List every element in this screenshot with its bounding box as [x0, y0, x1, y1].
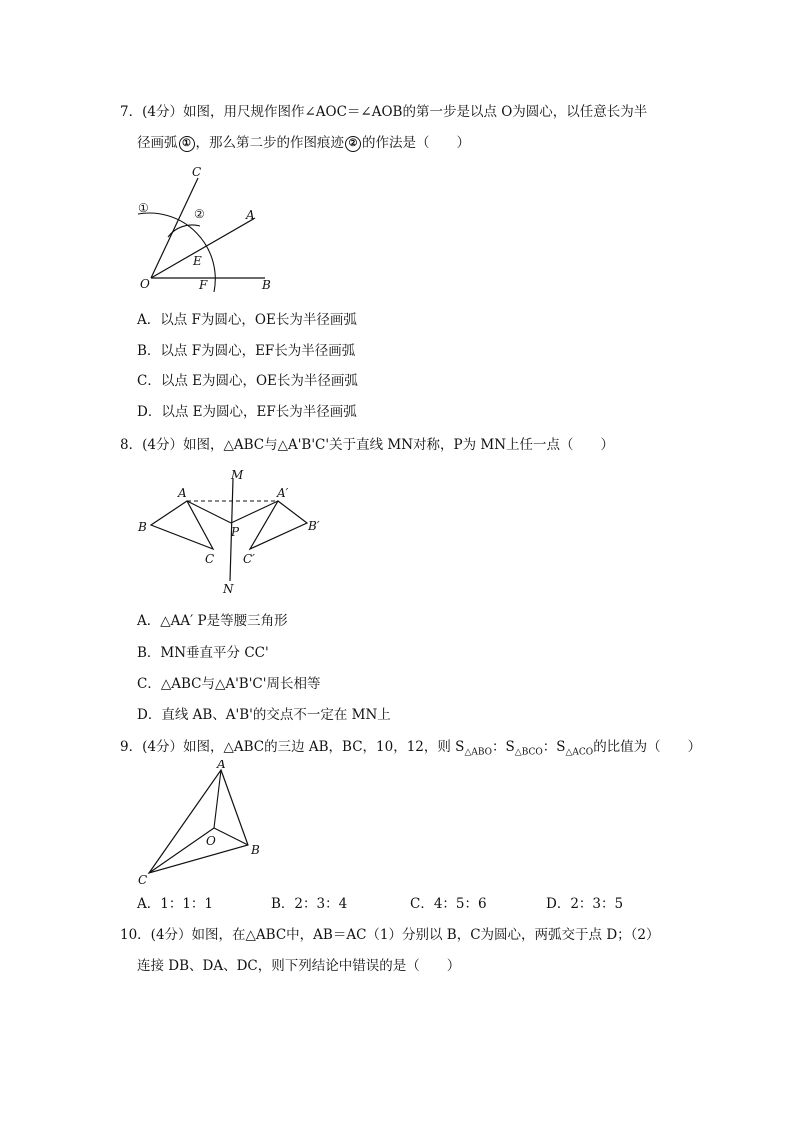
q8-figure	[130, 463, 340, 602]
ray-oa	[151, 218, 255, 278]
label-a: A	[246, 208, 255, 222]
triangle-abc	[151, 501, 213, 549]
q9-option-b: B．2：3：4	[271, 896, 348, 912]
q9-option-c: C．4：5：6	[410, 896, 487, 912]
label-o: O	[206, 834, 216, 848]
label-b: B	[262, 278, 271, 292]
q9-stem	[120, 738, 701, 762]
q9-colon-1: ：S	[492, 739, 515, 755]
label-o: O	[140, 277, 150, 291]
triangle-abc	[149, 770, 248, 873]
q9-colon-2: ：S	[542, 739, 566, 755]
q7-option-d: D．以点 E为圆心，EF长为半径画弧	[137, 404, 357, 420]
label-b-prime: B′	[308, 519, 320, 533]
label-b: B	[251, 843, 260, 857]
mark-one: ①	[138, 201, 149, 215]
q8-option-c: C．△ABC与△A'B'C'周长相等	[137, 676, 321, 692]
q7-stem-part-a: 径画弧	[137, 135, 178, 151]
q9-option-d: D．2：3：5	[546, 896, 624, 912]
label-c: C	[192, 165, 202, 179]
label-n: N	[223, 582, 234, 596]
q8-option-a: A．△AA′ P是等腰三角形	[137, 613, 288, 629]
q9-sub-aco: △ACO	[565, 747, 594, 758]
label-p: P	[231, 525, 240, 539]
label-a: A	[217, 760, 226, 771]
q10-stem-line1: 10．(4分）如图，在△ABC中，AB＝AC（1）分别以 B，C为圆心，两弧交于点 D；（2）	[120, 927, 660, 943]
q9-figure	[130, 760, 280, 894]
circled-two-mark: ②	[345, 136, 361, 152]
q7-option-a: A．以点 F为圆心，OE长为半径画弧	[137, 312, 357, 328]
q9-stem-part-b: 的比值为（ ）	[593, 739, 702, 755]
q7-stem-part-c: 的作法是（ ）	[362, 135, 470, 151]
mark-two: ②	[194, 207, 205, 221]
q8-stem: 8．(4分）如图，△ABC与△A'B'C'关于直线 MN对称，P为 MN上任一点（ ）	[120, 437, 615, 453]
q7-stem-line1: 7．(4分）如图，用尺规作图作∠AOC＝∠AOB的第一步是以点 O为圆心，以任意长为半	[120, 104, 648, 120]
label-a-prime: A′	[277, 486, 289, 500]
label-a: A	[178, 486, 187, 500]
q7-stem-line2	[137, 134, 470, 152]
q9-stem-part-a: 9．(4分）如图，△ABC的三边 AB，BC，10，12，则 S	[120, 739, 465, 755]
label-c: C	[138, 873, 148, 887]
q7-figure	[130, 160, 290, 304]
label-e: E	[193, 254, 202, 268]
q7-option-c: C．以点 E为圆心，OE长为半径画弧	[137, 373, 358, 389]
q8-option-d: D．直线 AB、A'B'的交点不一定在 MN上	[137, 707, 391, 723]
q7-option-b: B．以点 F为圆心，EF长为半径画弧	[137, 343, 356, 359]
q7-stem-part-b: ，那么第二步的作图痕迹	[195, 135, 344, 151]
q9-sub-bco: △BCO	[514, 747, 543, 758]
segment-co	[149, 828, 214, 873]
triangle-abc-prime	[250, 501, 307, 549]
label-c: C	[205, 552, 215, 566]
label-f: F	[199, 278, 208, 292]
label-b: B	[138, 520, 147, 534]
q10-stem-line2: 连接 DB、DA、DC，则下列结论中错误的是（ ）	[137, 958, 461, 974]
label-m: M	[231, 468, 244, 482]
q9-sub-abo: △ABO	[464, 747, 493, 758]
q8-option-b: B．MN垂直平分 CC'	[137, 645, 269, 661]
circled-one-mark: ①	[179, 136, 195, 152]
q9-option-a: A．1：1：1	[137, 896, 214, 912]
label-c-prime: C′	[243, 552, 255, 566]
